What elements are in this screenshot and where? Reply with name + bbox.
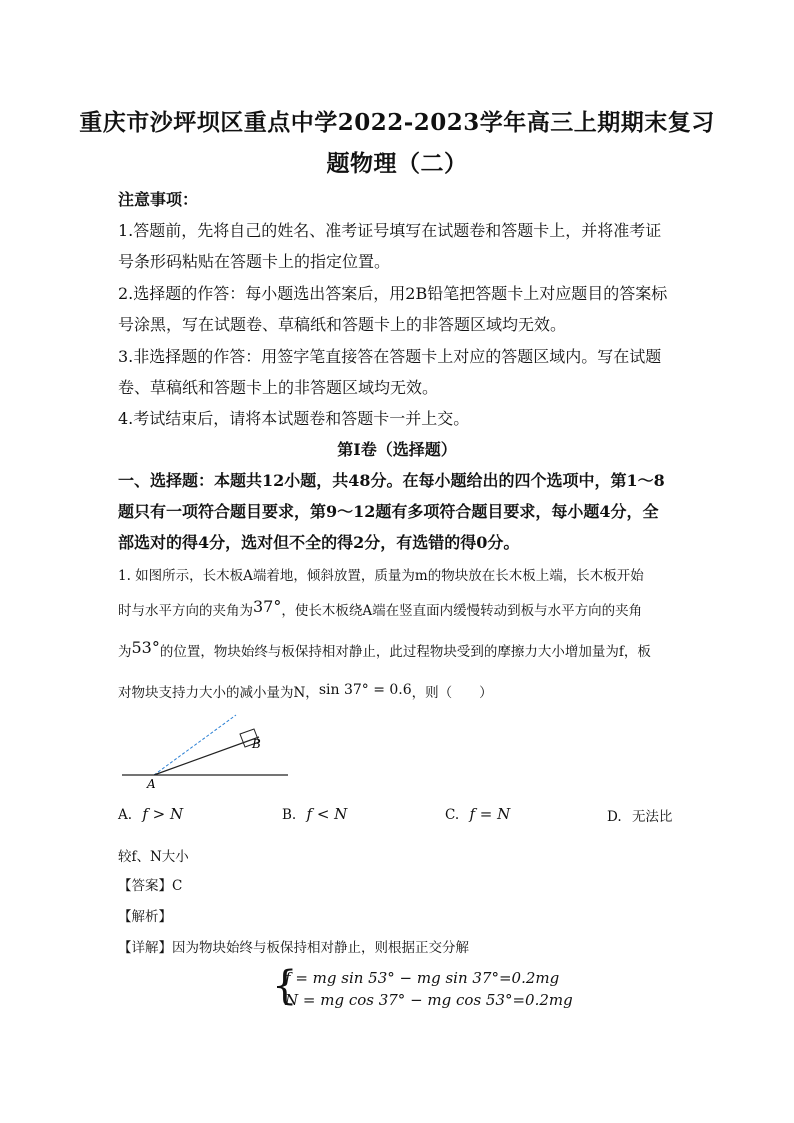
option-c-letter: C. bbox=[445, 807, 460, 823]
notes-line: 3.非选择题的作答：用签字笔直接答在答题卡上对应的答题区域内。写在试题 bbox=[118, 347, 662, 366]
option-a-expr: f > N bbox=[142, 805, 184, 823]
option-a bbox=[118, 805, 183, 823]
label-b: B bbox=[252, 737, 261, 751]
option-b-letter: B. bbox=[282, 807, 297, 823]
answer-line: 【答案】C bbox=[118, 878, 183, 894]
option-c-expr: f = N bbox=[469, 805, 511, 823]
option-b bbox=[282, 805, 347, 823]
notes-line: 号涂黑，写在试题卷、草稿纸和答题卡上的非答题区域均无效。 bbox=[118, 315, 567, 334]
section-intro-line: 题只有一项符合题目要求，第9～12题有多项符合题目要求，每小题4分，全 bbox=[118, 502, 659, 521]
notes-line: 1.答题前，先将自己的姓名、准考证号填写在试题卷和答题卡上，并将准考证 bbox=[118, 221, 662, 240]
question-1-line-4-post: ，则（ ） bbox=[411, 685, 493, 701]
option-d-text: 无法比 bbox=[631, 809, 673, 825]
detail-line: 【详解】因为物块始终与板保持相对静止，则根据正交分解 bbox=[118, 940, 469, 956]
notes-line: 4.考试结束后，请将本试题卷和答题卡一并上交。 bbox=[118, 409, 470, 428]
question-1-line-2 bbox=[118, 599, 642, 619]
option-b-expr: f < N bbox=[306, 805, 348, 823]
notes-line: 2.选择题的作答：每小题选出答案后，用2B铅笔把答题卡上对应题目的答案标 bbox=[118, 284, 668, 303]
incline-figure bbox=[118, 708, 293, 794]
equation-brace: { bbox=[272, 963, 298, 1009]
option-d-continued: 较f、N大小 bbox=[118, 849, 189, 865]
sin-expression: sin 37° = 0.6 bbox=[318, 682, 412, 698]
question-1-line-2-pre: 时与水平方向的夹角为 bbox=[118, 603, 253, 619]
notes-line: 卷、草稿纸和答题卡上的非答题区域均无效。 bbox=[118, 378, 439, 397]
page-title-line-1: 重庆市沙坪坝区重点中学2022-2023学年高三上期期末复习 bbox=[79, 109, 715, 136]
option-d-letter: D. bbox=[607, 809, 622, 825]
section-intro-line: 一、选择题：本题共12小题，共48分。在每小题给出的四个选项中，第1～8 bbox=[118, 471, 665, 490]
section-intro-line: 部选对的得4分，选对但不全的得2分，有选错的得0分。 bbox=[118, 533, 520, 552]
page-title-line-2: 题物理（二） bbox=[326, 150, 468, 177]
angle-37: 37° bbox=[253, 597, 282, 616]
question-1-line-3-post: 的位置，物块始终与板保持相对静止，此过程物块受到的摩擦力大小增加量为f，板 bbox=[159, 644, 651, 660]
option-a-letter: A. bbox=[118, 807, 133, 823]
question-1-line-1: 1. 如图所示，长木板A端着地，倾斜放置，质量为m的物块放在长木板上端，长木板开始 bbox=[118, 568, 644, 584]
analysis-label: 【解析】 bbox=[118, 909, 172, 925]
notes-line: 号条形码粘贴在答题卡上的指定位置。 bbox=[118, 252, 391, 271]
equation-1: f = mg sin 53° − mg sin 37°=0.2mg bbox=[285, 969, 560, 987]
question-1-line-4 bbox=[118, 681, 493, 701]
equation-2: N = mg cos 37° − mg cos 53°=0.2mg bbox=[285, 991, 573, 1009]
option-d bbox=[607, 805, 672, 825]
notes-heading: 注意事项： bbox=[118, 190, 199, 209]
initial-board-dashed bbox=[154, 715, 236, 775]
option-c bbox=[445, 805, 510, 823]
label-a: A bbox=[147, 777, 156, 791]
question-1-line-2-post: ，使长木板绕A端在竖直面内缓慢转动到板与水平方向的夹角 bbox=[281, 603, 643, 619]
question-1-line-3-pre: 为 bbox=[118, 644, 132, 660]
question-1-line-4-pre: 对物块支持力大小的减小量为N， bbox=[118, 685, 319, 701]
section-title: 第Ⅰ卷（选择题） bbox=[337, 440, 457, 459]
angle-53: 53° bbox=[131, 638, 160, 657]
question-1-line-3 bbox=[118, 640, 651, 660]
